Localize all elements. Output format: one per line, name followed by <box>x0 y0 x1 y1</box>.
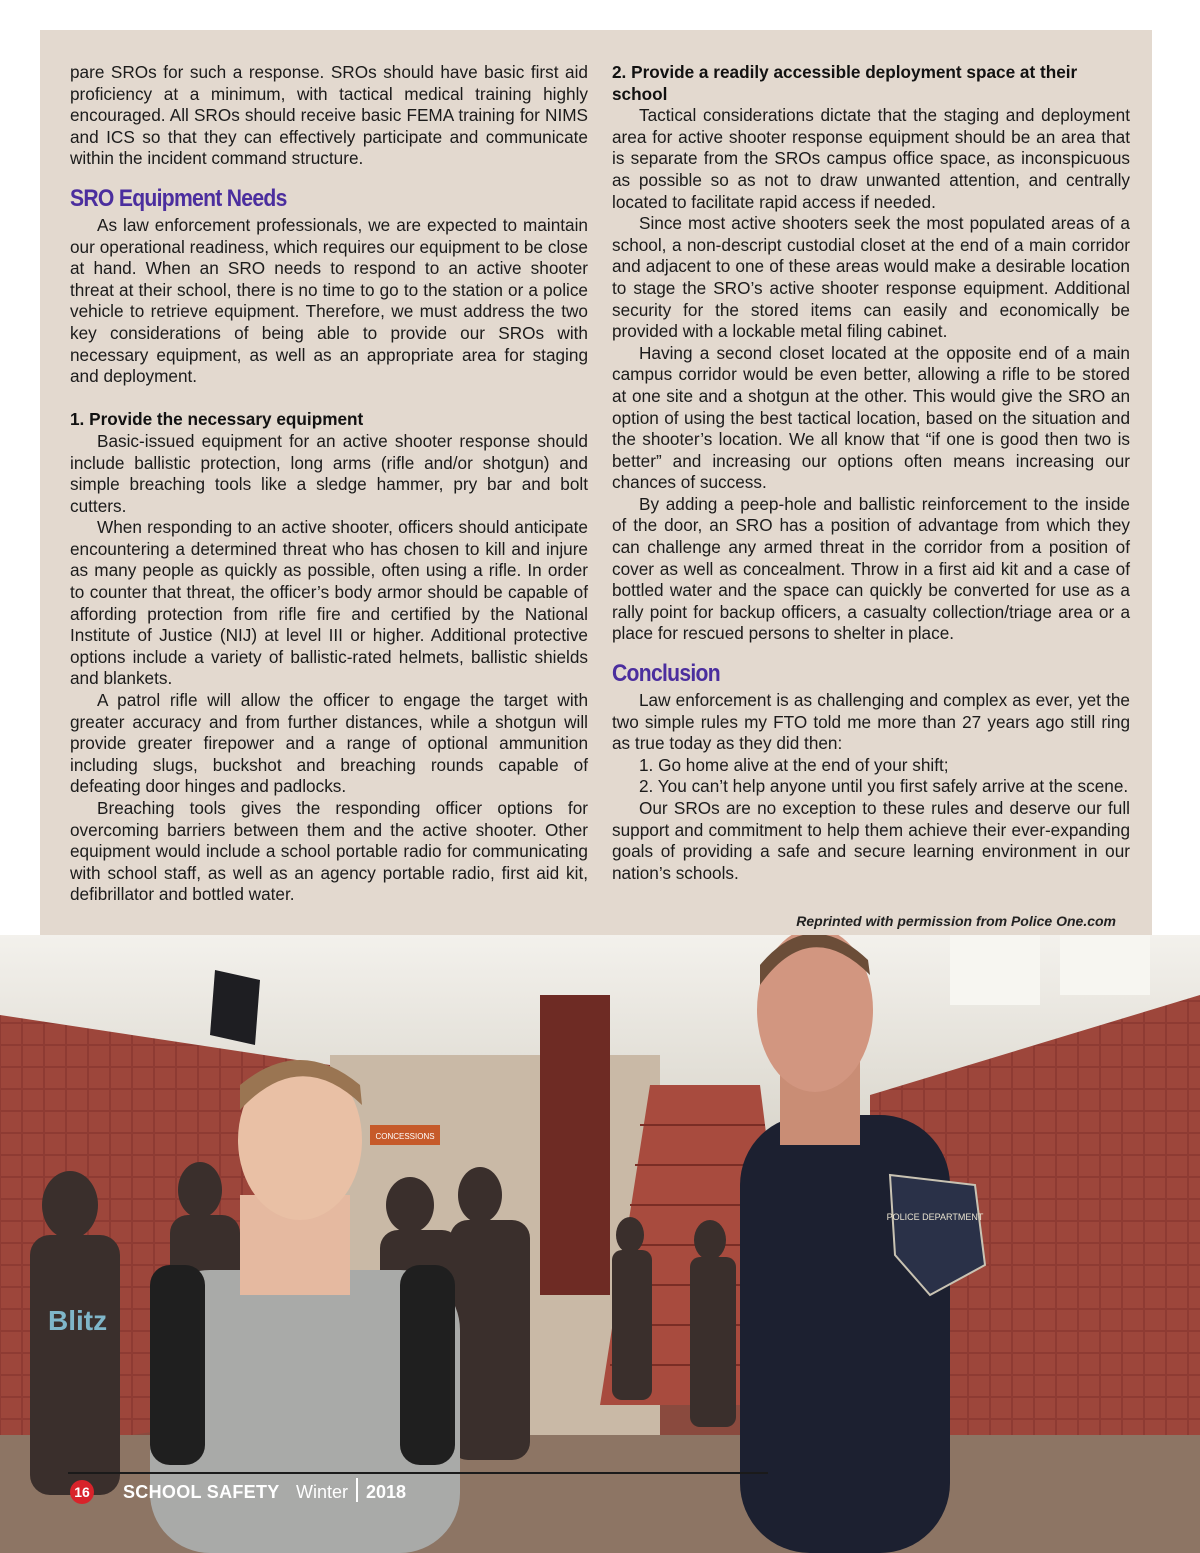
concessions-sign: CONCESSIONS <box>375 1132 435 1141</box>
subheading-necessary-equipment: 1. Provide the necessary equipment <box>70 409 364 430</box>
issue-year: 2018 <box>366 1482 407 1502</box>
right-column <box>612 62 1130 884</box>
reprint-credit: Reprinted with permission from Police One.com <box>796 913 1116 929</box>
paragraph: A patrol rifle will allow the officer to engage the target with greater accuracy and from further distances, while a shotgun will provide greater firepower and a range of optional ammunition including slugs, buckshot and breaching rounds capable of defeating door hinges and padlocks. <box>70 690 588 797</box>
paragraph: When responding to an active shooter, officers should anticipate encountering a determined threat who has chosen to kill and injure as many people as quickly as possible, often using a rifle. In order to counter that threat, the officer’s body armor should be capable of affording protection from rifle fire and certified by the National Institute of Justice (NIJ) at level III or higher. Additional protective options include a variety of ballistic-rated helmets, ballistic shields and blankets. <box>70 517 588 689</box>
page-number-badge: 16 <box>70 1480 94 1504</box>
issue-season: Winter <box>296 1482 349 1502</box>
paragraph: Our SROs are no exception to these rules and deserve our full support and commitment to help them achieve their ever-expanding goals of providing a safe and secure learning environment in our nation’s schools. <box>612 798 1130 883</box>
footer-separator <box>356 1478 358 1502</box>
paragraph: Tactical considerations dictate that the staging and deployment area for active shooter response equipment should be an area that is separate from the SROs campus office space, as inconspicuous as possible so as not to draw unwanted attention, and centrally located to facilitate rapid access if needed. <box>612 105 1130 212</box>
rule-item: 1. Go home alive at the end of your shift; <box>639 754 949 775</box>
page-footer <box>68 1472 768 1506</box>
subheading-deployment-space: 2. Provide a readily accessible deployment space at their school <box>612 62 1078 104</box>
paragraph: Having a second closet located at the opposite end of a main campus corridor would be even better, allowing a rifle to be stored at one site and a shotgun at the other. This would give the SRO an option of using the best tactical location, based on the situation and the shooter’s location. We all know that “if one is good then two is better” and increasing our options often means increasing our chances of success. <box>612 342 1130 493</box>
paragraph: pare SROs for such a response. SROs should have basic first aid proficiency at a minimum, with tactical medical training highly encouraged. All SROs should receive basic FEMA training for NIMS and ICS so that they can effectively participate and communicate within the incident command structure. <box>70 62 588 169</box>
shirt-text: Blitz <box>48 1305 108 1336</box>
photo-illustration <box>0 935 1200 1553</box>
paragraph: As law enforcement professionals, we are expected to maintain our operational readiness, which requires our equipment to be close at hand. When an SRO needs to respond to an active shooter threat at their school, there is no time to go to the station or a police vehicle to retrieve equipment. Therefore, we must address the two key considerations of being able to provide our SROs with necessary equipment, as well as an appropriate area for staging and deployment. <box>70 214 588 387</box>
paragraph: Basic-issued equipment for an active shooter response should include ballistic protection, long arms (rifle and/or shotgun) and simple breaching tools like a sledge hammer, pry bar and bolt cutters. <box>70 430 588 516</box>
paragraph: Since most active shooters seek the most populated areas of a school, a non-descript custodial closet at the end of a main corridor and adjacent to one of these areas would make a desirable location to stage the SRO’s active shooter response equipment. Additional security for the stored items can easily and economically be provided with a lockable metal filing cabinet. <box>612 213 1130 342</box>
section-heading-conclusion: Conclusion <box>612 660 720 688</box>
paragraph: Breaching tools gives the responding officer options for overcoming barriers between them and the active shooter. Other equipment would include a school portable radio for communicating with school staff, as well as an agency portable radio, first aid kit, defibrillator and bottled water. <box>70 798 588 905</box>
police-patch-text: POLICE DEPARTMENT <box>886 1212 984 1222</box>
rule-item: 2. You can’t help anyone until you first safely arrive at the scene. <box>639 776 1129 797</box>
paragraph: By adding a peep-hole and ballistic reinforcement to the inside of the door, an SRO has a position of advantage from which they can challenge any armed threat in the corridor from a position of cover as well as concealment. Throw in a first aid kit and a case of bottled water and the space can quickly be converted for use as a rally point for backup officers, a casualty collection/triage area or a place for rescued persons to shelter in place. <box>612 493 1130 644</box>
footer-rule <box>68 1472 768 1474</box>
paragraph: Law enforcement is as challenging and complex as ever, yet the two simple rules my FTO told me more than 27 years ago still ring as true today as they did then: <box>612 690 1130 754</box>
magazine-title: SCHOOL SAFETY <box>123 1482 280 1502</box>
hallway-photo <box>0 935 1200 1553</box>
section-heading-equipment: SRO Equipment Needs <box>70 184 287 212</box>
left-column <box>70 62 588 906</box>
